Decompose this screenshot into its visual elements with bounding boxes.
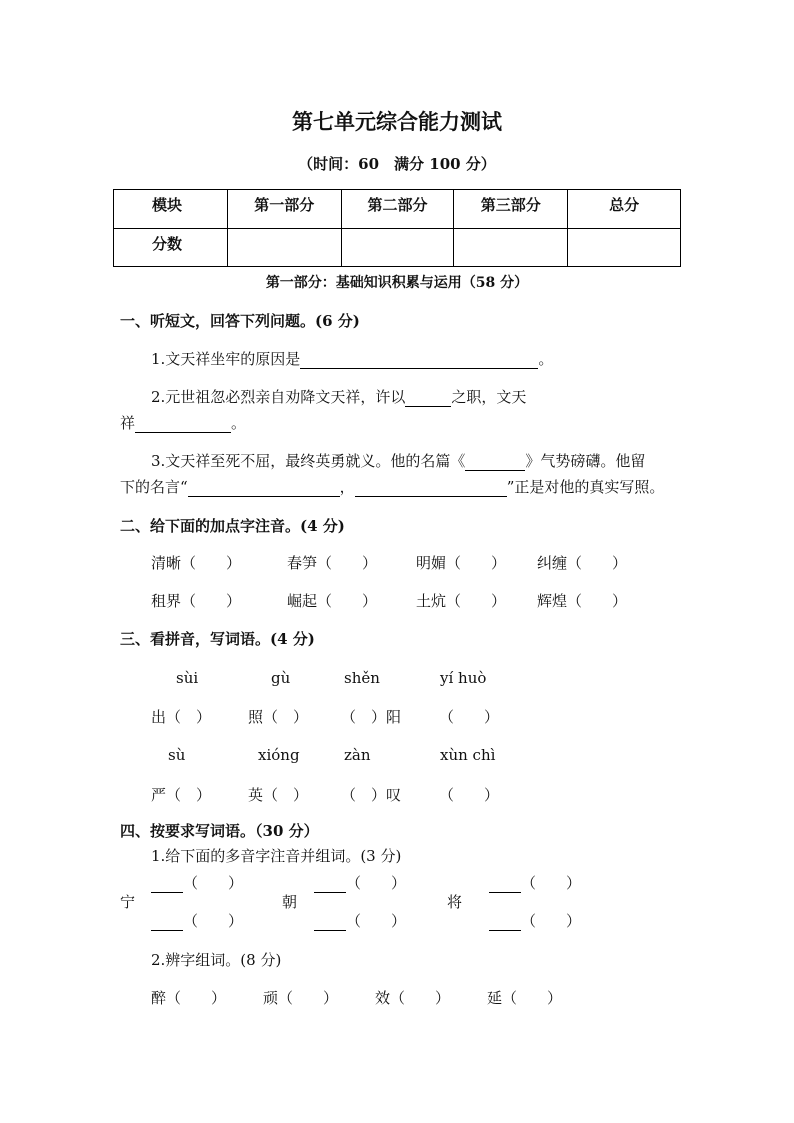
score-cell[interactable] (568, 228, 681, 267)
score-cell[interactable] (454, 228, 568, 267)
q4-item: 效（ ） (375, 989, 451, 1007)
q1-item-2: 2.元世祖忽必烈亲自劝降文天祥，许以 之职，文天 (151, 388, 527, 406)
table-row (114, 190, 681, 229)
part1-title: 第一部分：基础知识积累与运用（58 分） (265, 275, 529, 291)
q2-item: 土炕（ ） (416, 592, 507, 610)
table-header-cell: 模块 (114, 190, 228, 229)
answer-blank[interactable] (314, 930, 346, 931)
q3-heading: 三、看拼音，写词语。(4 分) (120, 630, 315, 648)
q2-item: 春笋（ ） (287, 554, 378, 572)
q4-heading: 四、按要求写词语。（30 分） (120, 822, 319, 840)
table-row (114, 228, 681, 267)
pinyin: sù (168, 746, 186, 764)
polyphone-char: 将 (447, 893, 463, 911)
answer-blank[interactable] (188, 496, 340, 497)
answer-blank[interactable] (300, 368, 538, 369)
q2-item: 租界（ ） (151, 592, 242, 610)
table-header-cell: 第三部分 (454, 190, 568, 229)
word-blank: 严（ ） (151, 786, 212, 804)
pinyin: xióng (258, 746, 300, 764)
polyphone-slot: （ ） (489, 872, 581, 893)
score-table (113, 189, 681, 267)
page-subtitle: （时间：60 满分 100 分） (298, 155, 496, 173)
score-cell[interactable] (227, 228, 341, 267)
q1-item-1: 1.文天祥坐牢的原因是 。 (151, 350, 554, 368)
pinyin: gù (271, 669, 291, 687)
polyphone-char: 宁 (120, 893, 136, 911)
table-header-cell: 总分 (568, 190, 681, 229)
q1-heading: 一、听短文，回答下列问题。(6 分) (120, 312, 360, 330)
q2-heading: 二、给下面的加点字注音。(4 分) (120, 517, 345, 535)
answer-blank[interactable] (135, 432, 231, 433)
table-header-cell: 第二部分 (341, 190, 454, 229)
answer-blank[interactable] (405, 406, 451, 407)
answer-blank[interactable] (355, 496, 507, 497)
answer-blank[interactable] (465, 470, 525, 471)
word-blank: 英（ ） (248, 786, 309, 804)
pinyin: zàn (344, 746, 371, 764)
q2-item: 崛起（ ） (287, 592, 378, 610)
q1-item-3: 3.文天祥至死不屈，最终英勇就义。他的名篇《 》气势磅礴。他留 (151, 452, 646, 470)
q2-item: 辉煌（ ） (537, 592, 628, 610)
answer-blank[interactable] (151, 892, 183, 893)
polyphone-slot: （ ） (314, 872, 406, 893)
word-blank: （ ） (439, 708, 500, 726)
answer-blank[interactable] (151, 930, 183, 931)
q1-item-3-cont: 下的名言“ ， ”正是对他的真实写照。 (120, 478, 665, 496)
score-cell[interactable] (341, 228, 454, 267)
pinyin: xùn chì (440, 746, 496, 764)
word-blank: 照（ ） (248, 708, 309, 726)
pinyin: yí huò (440, 669, 487, 687)
page-title: 第七单元综合能力测试 (292, 110, 502, 134)
q2-item: 明媚（ ） (416, 554, 507, 572)
q4-sub2: 2.辨字组词。(8 分) (151, 951, 282, 969)
q4-item: 醉（ ） (151, 989, 227, 1007)
polyphone-slot: （ ） (489, 910, 581, 931)
q4-item: 顽（ ） (263, 989, 339, 1007)
answer-blank[interactable] (489, 930, 521, 931)
polyphone-char: 朝 (282, 893, 298, 911)
answer-blank[interactable] (314, 892, 346, 893)
word-blank: （ ）叹 (341, 786, 402, 804)
polyphone-slot: （ ） (314, 910, 406, 931)
q1-item-2-cont: 祥 。 (120, 414, 247, 432)
q4-item: 延（ ） (487, 989, 563, 1007)
answer-blank[interactable] (489, 892, 521, 893)
word-blank: 出（ ） (151, 708, 212, 726)
table-row-label: 分数 (114, 228, 228, 267)
q2-item: 清晰（ ） (151, 554, 242, 572)
pinyin: sùi (176, 669, 199, 687)
polyphone-slot: （ ） (151, 910, 243, 931)
word-blank: （ ） (439, 786, 500, 804)
pinyin: shěn (344, 669, 380, 687)
q2-item: 纠缠（ ） (537, 554, 628, 572)
word-blank: （ ）阳 (341, 708, 402, 726)
table-header-cell: 第一部分 (227, 190, 341, 229)
polyphone-slot: （ ） (151, 872, 243, 893)
q4-sub1: 1.给下面的多音字注音并组词。(3 分) (151, 847, 402, 865)
